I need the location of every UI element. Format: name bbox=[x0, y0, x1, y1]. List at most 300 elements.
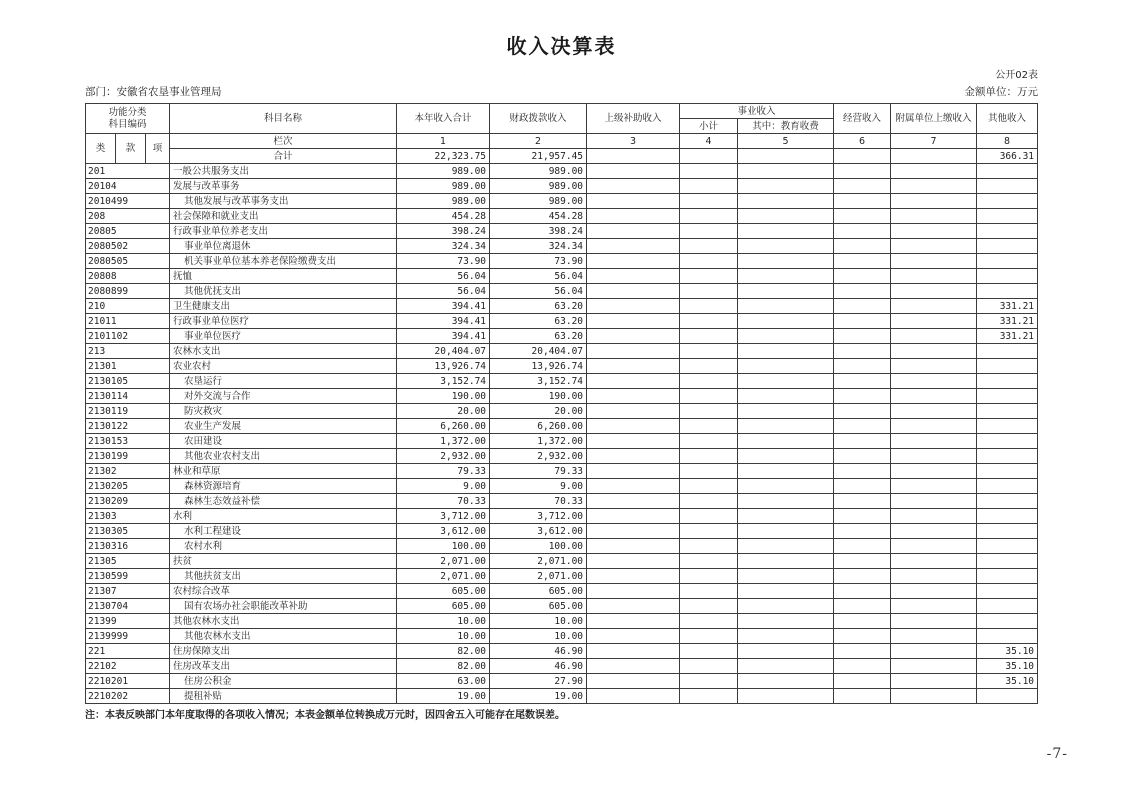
header-col-other-income: 其他收入 bbox=[977, 104, 1038, 134]
row-subject-name: 农村综合改革 bbox=[170, 584, 397, 599]
row-value: 35.10 bbox=[977, 674, 1038, 689]
row-value bbox=[834, 629, 891, 644]
row-value bbox=[680, 359, 738, 374]
row-code: 2101102 bbox=[86, 329, 170, 344]
row-value bbox=[587, 614, 680, 629]
row-value bbox=[834, 479, 891, 494]
row-value bbox=[891, 479, 977, 494]
row-value bbox=[891, 359, 977, 374]
row-code: 2130205 bbox=[86, 479, 170, 494]
row-value bbox=[680, 554, 738, 569]
row-code: 2130114 bbox=[86, 389, 170, 404]
row-value bbox=[680, 179, 738, 194]
footnote: 注：本表反映部门本年度取得的各项收入情况；本表金额单位转换成万元时，因四舍五入可能存在尾数误差。 bbox=[85, 710, 565, 721]
table-row bbox=[86, 389, 1038, 404]
table-row bbox=[86, 554, 1038, 569]
table-row bbox=[86, 689, 1038, 704]
row-value bbox=[891, 194, 977, 209]
row-value: 605.00 bbox=[397, 584, 490, 599]
row-value: 100.00 bbox=[490, 539, 587, 554]
row-value bbox=[834, 524, 891, 539]
row-code: 21305 bbox=[86, 554, 170, 569]
row-value: 324.34 bbox=[397, 239, 490, 254]
row-code: 2210202 bbox=[86, 689, 170, 704]
row-subject-name: 住房改革支出 bbox=[170, 659, 397, 674]
row-value bbox=[834, 374, 891, 389]
table-row bbox=[86, 299, 1038, 314]
row-value: 6,260.00 bbox=[490, 419, 587, 434]
header-func-code bbox=[86, 104, 170, 134]
row-value bbox=[977, 164, 1038, 179]
row-subject-name: 农业农村 bbox=[170, 359, 397, 374]
row-value: 3,152.74 bbox=[490, 374, 587, 389]
column-number: 4 bbox=[680, 134, 738, 149]
row-value: 19.00 bbox=[397, 689, 490, 704]
row-value bbox=[977, 404, 1038, 419]
row-value bbox=[680, 644, 738, 659]
row-value bbox=[587, 599, 680, 614]
total-value: 366.31 bbox=[977, 149, 1038, 164]
header-col-superior-subsidy: 上级补助收入 bbox=[587, 104, 680, 134]
row-value: 10.00 bbox=[397, 629, 490, 644]
row-value bbox=[977, 389, 1038, 404]
row-value: 190.00 bbox=[490, 389, 587, 404]
row-value bbox=[977, 239, 1038, 254]
table-row bbox=[86, 434, 1038, 449]
row-code: 21307 bbox=[86, 584, 170, 599]
row-value bbox=[834, 614, 891, 629]
row-subject-name: 防灾救灾 bbox=[170, 404, 397, 419]
row-value: 82.00 bbox=[397, 644, 490, 659]
row-code: 2010499 bbox=[86, 194, 170, 209]
row-value bbox=[587, 629, 680, 644]
row-value bbox=[587, 299, 680, 314]
table-row bbox=[86, 239, 1038, 254]
row-value: 10.00 bbox=[397, 614, 490, 629]
row-value bbox=[680, 269, 738, 284]
row-value bbox=[738, 584, 834, 599]
table-row bbox=[86, 344, 1038, 359]
row-subject-name: 卫生健康支出 bbox=[170, 299, 397, 314]
row-value bbox=[587, 344, 680, 359]
row-value bbox=[738, 644, 834, 659]
header-col-business-education-fee: 其中：教育收费 bbox=[738, 119, 834, 134]
row-value bbox=[977, 419, 1038, 434]
row-value bbox=[680, 539, 738, 554]
row-value bbox=[891, 674, 977, 689]
table-row bbox=[86, 194, 1038, 209]
row-value: 3,712.00 bbox=[490, 509, 587, 524]
row-value: 2,071.00 bbox=[397, 569, 490, 584]
row-value bbox=[738, 599, 834, 614]
row-value bbox=[891, 344, 977, 359]
row-value bbox=[977, 449, 1038, 464]
table-row bbox=[86, 629, 1038, 644]
row-value bbox=[891, 374, 977, 389]
table-row bbox=[86, 419, 1038, 434]
row-value: 35.10 bbox=[977, 659, 1038, 674]
row-value bbox=[977, 224, 1038, 239]
row-value bbox=[977, 359, 1038, 374]
row-value bbox=[738, 329, 834, 344]
row-value bbox=[891, 449, 977, 464]
page-number: -7- bbox=[1046, 746, 1068, 762]
row-value: 3,612.00 bbox=[397, 524, 490, 539]
row-value bbox=[891, 299, 977, 314]
row-code: 2080502 bbox=[86, 239, 170, 254]
row-code: 21301 bbox=[86, 359, 170, 374]
row-subject-name: 事业单位医疗 bbox=[170, 329, 397, 344]
row-value: 3,612.00 bbox=[490, 524, 587, 539]
row-value bbox=[834, 569, 891, 584]
row-value bbox=[587, 239, 680, 254]
row-value bbox=[587, 689, 680, 704]
column-index-row bbox=[86, 134, 1038, 149]
row-subject-name: 抚恤 bbox=[170, 269, 397, 284]
row-value bbox=[891, 224, 977, 239]
column-number: 5 bbox=[738, 134, 834, 149]
row-value bbox=[587, 524, 680, 539]
row-value: 1,372.00 bbox=[490, 434, 587, 449]
row-value: 331.21 bbox=[977, 329, 1038, 344]
row-value bbox=[738, 659, 834, 674]
row-value: 13,926.74 bbox=[490, 359, 587, 374]
row-value bbox=[587, 479, 680, 494]
row-value bbox=[680, 674, 738, 689]
row-code: 2130119 bbox=[86, 404, 170, 419]
row-value: 331.21 bbox=[977, 299, 1038, 314]
row-value bbox=[834, 269, 891, 284]
row-value bbox=[834, 584, 891, 599]
row-value bbox=[587, 659, 680, 674]
row-value bbox=[680, 419, 738, 434]
row-value bbox=[977, 269, 1038, 284]
row-value bbox=[680, 659, 738, 674]
row-value bbox=[891, 434, 977, 449]
row-value bbox=[834, 329, 891, 344]
table-row bbox=[86, 674, 1038, 689]
column-number: 6 bbox=[834, 134, 891, 149]
table-row bbox=[86, 509, 1038, 524]
row-value bbox=[891, 614, 977, 629]
column-number: 8 bbox=[977, 134, 1038, 149]
row-value bbox=[738, 569, 834, 584]
row-value: 10.00 bbox=[490, 629, 587, 644]
row-value bbox=[738, 614, 834, 629]
row-value: 46.90 bbox=[490, 644, 587, 659]
row-value bbox=[891, 284, 977, 299]
row-value bbox=[891, 584, 977, 599]
row-value bbox=[587, 194, 680, 209]
table-row bbox=[86, 224, 1038, 239]
row-subject-name: 其他扶贫支出 bbox=[170, 569, 397, 584]
row-value: 56.04 bbox=[397, 269, 490, 284]
row-value bbox=[891, 329, 977, 344]
meta-row bbox=[85, 84, 1038, 99]
row-value bbox=[891, 629, 977, 644]
row-code: 22102 bbox=[86, 659, 170, 674]
row-value bbox=[891, 569, 977, 584]
row-value bbox=[587, 464, 680, 479]
row-value bbox=[834, 434, 891, 449]
row-value bbox=[891, 314, 977, 329]
row-subject-name: 农垦运行 bbox=[170, 374, 397, 389]
row-value bbox=[587, 224, 680, 239]
row-value bbox=[738, 224, 834, 239]
row-subject-name: 社会保障和就业支出 bbox=[170, 209, 397, 224]
header-col-affiliated-income: 附属单位上缴收入 bbox=[891, 104, 977, 134]
row-value bbox=[680, 479, 738, 494]
header-func-code-line1: 功能分类 bbox=[108, 106, 147, 118]
row-value bbox=[891, 599, 977, 614]
row-value bbox=[834, 164, 891, 179]
total-value bbox=[680, 149, 738, 164]
row-value bbox=[977, 344, 1038, 359]
table-row bbox=[86, 254, 1038, 269]
row-code: 20805 bbox=[86, 224, 170, 239]
table-row bbox=[86, 479, 1038, 494]
row-subject-name: 农村水利 bbox=[170, 539, 397, 554]
row-value bbox=[891, 554, 977, 569]
row-value bbox=[680, 284, 738, 299]
row-value bbox=[738, 284, 834, 299]
row-value bbox=[587, 164, 680, 179]
table-row bbox=[86, 449, 1038, 464]
row-value bbox=[834, 224, 891, 239]
row-value bbox=[891, 464, 977, 479]
row-value bbox=[834, 464, 891, 479]
row-value: 79.33 bbox=[397, 464, 490, 479]
row-value: 63.20 bbox=[490, 314, 587, 329]
row-value bbox=[977, 584, 1038, 599]
table-row bbox=[86, 284, 1038, 299]
row-value bbox=[680, 614, 738, 629]
total-value: 22,323.75 bbox=[397, 149, 490, 164]
row-value: 20.00 bbox=[397, 404, 490, 419]
row-value bbox=[738, 359, 834, 374]
row-value: 2,932.00 bbox=[397, 449, 490, 464]
row-value bbox=[977, 374, 1038, 389]
row-value: 989.00 bbox=[490, 164, 587, 179]
row-value: 2,071.00 bbox=[490, 554, 587, 569]
row-value bbox=[738, 164, 834, 179]
table-row bbox=[86, 269, 1038, 284]
row-value: 398.24 bbox=[397, 224, 490, 239]
row-value bbox=[834, 689, 891, 704]
row-value bbox=[977, 464, 1038, 479]
header-col-xiang: 项 bbox=[146, 134, 170, 164]
row-subject-name: 林业和草原 bbox=[170, 464, 397, 479]
row-value bbox=[738, 554, 834, 569]
row-value bbox=[680, 239, 738, 254]
row-value bbox=[738, 374, 834, 389]
row-value bbox=[738, 389, 834, 404]
row-value: 73.90 bbox=[490, 254, 587, 269]
row-code: 2130316 bbox=[86, 539, 170, 554]
row-value bbox=[587, 404, 680, 419]
row-value: 27.90 bbox=[490, 674, 587, 689]
row-value bbox=[680, 464, 738, 479]
row-subject-name: 机关事业单位基本养老保险缴费支出 bbox=[170, 254, 397, 269]
table-row bbox=[86, 584, 1038, 599]
row-value bbox=[738, 239, 834, 254]
row-code: 213 bbox=[86, 344, 170, 359]
row-value bbox=[680, 494, 738, 509]
row-value: 56.04 bbox=[397, 284, 490, 299]
row-value: 82.00 bbox=[397, 659, 490, 674]
total-value bbox=[587, 149, 680, 164]
row-value bbox=[891, 539, 977, 554]
column-number: 2 bbox=[490, 134, 587, 149]
row-value bbox=[738, 434, 834, 449]
row-value: 63.00 bbox=[397, 674, 490, 689]
row-value: 454.28 bbox=[490, 209, 587, 224]
row-code: 20104 bbox=[86, 179, 170, 194]
row-value bbox=[891, 269, 977, 284]
header-subject-name: 科目名称 bbox=[170, 104, 397, 134]
row-value bbox=[738, 419, 834, 434]
row-value bbox=[977, 509, 1038, 524]
row-value bbox=[587, 554, 680, 569]
table-row bbox=[86, 644, 1038, 659]
total-value: 21,957.45 bbox=[490, 149, 587, 164]
row-value bbox=[977, 569, 1038, 584]
row-subject-name: 对外交流与合作 bbox=[170, 389, 397, 404]
row-value bbox=[977, 284, 1038, 299]
row-value bbox=[834, 344, 891, 359]
row-value: 989.00 bbox=[490, 194, 587, 209]
row-subject-name: 水利工程建设 bbox=[170, 524, 397, 539]
row-value: 70.33 bbox=[397, 494, 490, 509]
row-value: 1,372.00 bbox=[397, 434, 490, 449]
row-value bbox=[680, 584, 738, 599]
row-value bbox=[587, 359, 680, 374]
row-value bbox=[891, 659, 977, 674]
column-number: 3 bbox=[587, 134, 680, 149]
table-row bbox=[86, 494, 1038, 509]
row-subject-name: 其他农业农村支出 bbox=[170, 449, 397, 464]
row-value bbox=[834, 494, 891, 509]
header-col-operating-income: 经营收入 bbox=[834, 104, 891, 134]
row-value: 13,926.74 bbox=[397, 359, 490, 374]
row-value bbox=[587, 584, 680, 599]
row-value bbox=[977, 179, 1038, 194]
row-value bbox=[834, 404, 891, 419]
row-value bbox=[834, 419, 891, 434]
column-number: 1 bbox=[397, 134, 490, 149]
row-code: 2080899 bbox=[86, 284, 170, 299]
row-value: 989.00 bbox=[397, 179, 490, 194]
row-value bbox=[680, 404, 738, 419]
row-subject-name: 提租补贴 bbox=[170, 689, 397, 704]
total-value bbox=[834, 149, 891, 164]
row-value bbox=[587, 254, 680, 269]
header-col-fiscal-income: 财政拨款收入 bbox=[490, 104, 587, 134]
row-value bbox=[891, 524, 977, 539]
total-row bbox=[86, 149, 1038, 164]
header-col-kuan: 款 bbox=[116, 134, 146, 164]
row-value: 3,712.00 bbox=[397, 509, 490, 524]
row-value: 46.90 bbox=[490, 659, 587, 674]
row-subject-name: 其他优抚支出 bbox=[170, 284, 397, 299]
row-value bbox=[977, 494, 1038, 509]
row-value: 9.00 bbox=[490, 479, 587, 494]
row-value bbox=[891, 494, 977, 509]
row-value bbox=[680, 509, 738, 524]
row-value bbox=[587, 284, 680, 299]
row-value: 6,260.00 bbox=[397, 419, 490, 434]
row-value bbox=[680, 344, 738, 359]
table-row bbox=[86, 329, 1038, 344]
row-subject-name: 一般公共服务支出 bbox=[170, 164, 397, 179]
row-value: 10.00 bbox=[490, 614, 587, 629]
row-value bbox=[834, 254, 891, 269]
row-value bbox=[891, 509, 977, 524]
row-value: 35.10 bbox=[977, 644, 1038, 659]
header-col-total-income: 本年收入合计 bbox=[397, 104, 490, 134]
table-row bbox=[86, 599, 1038, 614]
row-code: 208 bbox=[86, 209, 170, 224]
row-subject-name: 行政事业单位养老支出 bbox=[170, 224, 397, 239]
row-value: 20.00 bbox=[490, 404, 587, 419]
row-value bbox=[587, 539, 680, 554]
row-value bbox=[738, 344, 834, 359]
table-row bbox=[86, 314, 1038, 329]
row-value bbox=[587, 569, 680, 584]
lanci-label: 栏次 bbox=[170, 134, 397, 149]
row-subject-name: 国有农场办社会职能改革补助 bbox=[170, 599, 397, 614]
row-value: 394.41 bbox=[397, 299, 490, 314]
total-value bbox=[738, 149, 834, 164]
row-value: 73.90 bbox=[397, 254, 490, 269]
row-subject-name: 森林资源培育 bbox=[170, 479, 397, 494]
row-value bbox=[680, 224, 738, 239]
row-value bbox=[834, 359, 891, 374]
row-subject-name: 发展与改革事务 bbox=[170, 179, 397, 194]
table-row bbox=[86, 179, 1038, 194]
row-value: 63.20 bbox=[490, 329, 587, 344]
row-value bbox=[738, 179, 834, 194]
table-code-label: 公开02表 bbox=[995, 70, 1038, 81]
table-row bbox=[86, 659, 1038, 674]
row-value bbox=[587, 389, 680, 404]
row-value bbox=[977, 599, 1038, 614]
department-label: 部门：安徽省农垦事业管理局 bbox=[85, 86, 222, 98]
row-code: 21303 bbox=[86, 509, 170, 524]
row-value: 19.00 bbox=[490, 689, 587, 704]
row-value bbox=[891, 644, 977, 659]
table-row bbox=[86, 374, 1038, 389]
row-value bbox=[977, 194, 1038, 209]
row-value: 63.20 bbox=[490, 299, 587, 314]
row-code: 201 bbox=[86, 164, 170, 179]
row-subject-name: 住房保障支出 bbox=[170, 644, 397, 659]
row-code: 21399 bbox=[86, 614, 170, 629]
row-value: 989.00 bbox=[490, 179, 587, 194]
row-code: 2130305 bbox=[86, 524, 170, 539]
row-value: 79.33 bbox=[490, 464, 587, 479]
row-value: 394.41 bbox=[397, 329, 490, 344]
row-value bbox=[834, 644, 891, 659]
row-value bbox=[977, 209, 1038, 224]
row-code: 221 bbox=[86, 644, 170, 659]
row-value bbox=[738, 404, 834, 419]
row-value bbox=[587, 209, 680, 224]
row-value bbox=[738, 494, 834, 509]
row-value: 2,071.00 bbox=[490, 569, 587, 584]
header-col-business-subtotal: 小计 bbox=[680, 119, 738, 134]
table-row bbox=[86, 614, 1038, 629]
